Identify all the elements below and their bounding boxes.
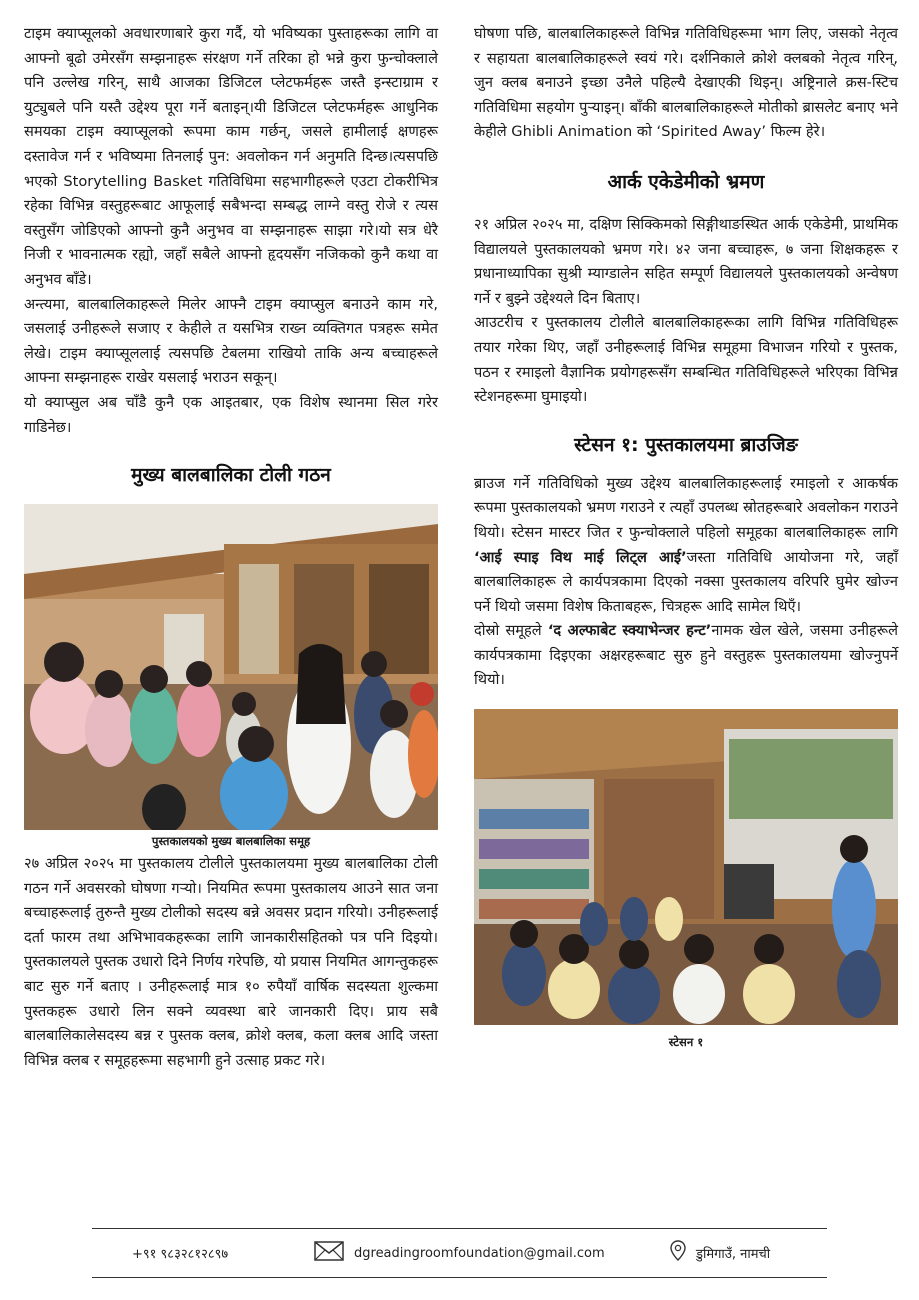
paragraph: यो क्याप्सुल अब चाँडै कुनै एक आइतबार, एक विशेष स्थानमा सिल गरेर गाडिनेछ। [24,393,438,436]
footer-location [670,1240,770,1266]
paragraph [474,472,898,620]
right-column [474,22,898,1053]
text: ब्राउज गर्ने गतिविधिको मुख्य उद्देश्य बालबालिकाहरूलाई रमाइलो र आकर्षक रूपमा पुस्तकालयको भ्रमण गराउने र त्यहाँ उपलब्ध स्रोतहरूबारे अवलोकन गराउने थियो। स्टेसन मास्टर जित र फुन्चोक्लाले पहिलो समूहका बालबालिकाहरू लागि [474,474,898,541]
activity-name: ‘द अल्फाबेट स्क्याभेन्जर हन्ट’ [547,622,712,640]
paragraph: २१ अप्रिल २०२५ मा, दक्षिण सिक्किमको सिङ्गीथाङस्थित आर्क एकेडेमी, प्राथमिक विद्यालयले पुस्तकालयको भ्रमण गरे। ४२ जना बच्चाहरू, ७ जना शिक्षकहरू र प्रधानाध्यापिका सुश्री म्याग्डालेन सहित सम्पूर्ण विद्यालयले पुस्तकालयको अन्वेषण गर्ने र बुझ्ने उद्देश्यले दिन बिताए। [474,215,898,307]
contact-footer [92,1228,827,1278]
email-address: dgreadingroomfoundation@gmail.com [354,1245,605,1261]
left-column [24,22,438,1073]
location-text: डुमिगाउँ, नामची [696,1247,771,1262]
text: दोस्रो समूहले [474,622,548,640]
photo-core-children-group [24,504,438,830]
paragraph [474,619,898,693]
section-heading-ark-academy-visit: आर्क एकेडेमीको भ्रमण [607,170,765,193]
footer-email [314,1241,605,1265]
text: नामक खेल खेले, जसमा उनीहरूले कार्यपत्रकामा दिइएका अक्षरहरूबाट सुरु हुने वस्तुहरू पुस्तकालयमा खोज्नुपर्ने थियो। [474,622,898,689]
activity-name: ‘आई स्पाइ विथ माई लिट्ल आई’ [474,548,687,566]
photo-station-1 [474,709,898,1025]
paragraph: घोषणा पछि, बालबालिकाहरूले विभिन्न गतिविधिहरूमा भाग लिए, जसको नेतृत्व र सहायता बालबालिकाहरूले स्वयं गरे। दर्शनिकाले क्रोशे क्लबको नेतृत्व गरिन्, जुन क्लब बनाउने इच्छा उनैले पहिल्यै देखाएकी थिइन्। अष्ट्रिनाले क्रस-स्टिच गतिविधिमा सहयोग पुर्‍याइन्। बाँकी बालबालिकाहरूले मोतीको ब्रासलेट बनाए भने केहीले Ghibli Animation को ‘Spirited Away’ फिल्म हेरे। [474,25,898,141]
paragraph: टाइम क्याप्सूलको अवधारणाबारे कुरा गर्दै, यो भविष्यका पुस्ताहरूका लागि वा आफ्नो बूढो उमेरसँग सम्झनाहरू संरक्षण गर्ने तरिका हो भन्ने कुरा फुन्चोक्लाले पनि उल्लेख गरिन्, साथै आजका डिजिटल प्लेटफर्महरू जस्तै इन्स्टाग्राम र युट्युबले पनि यस्तै उद्देश्य पूरा गर्ने बताइन्।यी डिजिटल प्लेटफर्महरू आधुनिक समयका टाइम क्याप्सूलको रूपमा काम गर्छन्, जसले हामीलाई क्षणहरू दस्तावेज गर्न र भविष्यमा तिनलाई पुन: अवलोकन गर्न अनुमति दिन्छ।त्यसपछि भएको Storytelling Basket गतिविधिमा सहभागीहरूले एउटा टोकरीभित्र रहेका विभिन्न वस्तुहरूबाट आफूलाई सबैभन्दा सम्बद्ध लाग्ने वस्तु रोजे र त्यस वस्तुसँग जोडिएको आफ्नो कुनै अनुभव वा सम्झनाहरू साझा गरे।यो सत्र धेरै निजी र भावनात्मक रह्यो, जहाँ सबैले आफ्नो हृदयसँग नजिकको कुनै कथा वा अनुभव बाँडे। [24,25,438,288]
photo-caption: पुस्तकालयको मुख्य बालबालिका समूह [151,834,311,849]
paragraph: आउटरीच र पुस्तकालय टोलीले बालबालिकाहरूका लागि विभिन्न गतिविधिहरू तयार गरेका थिए, जहाँ उनीहरूलाई विभिन्न समूहमा विभाजन गरियो र पुस्तक, पठन र रमाइलो वैज्ञानिक प्रयोगहरूसँग सम्बन्धित गतिविधिहरूले भरिएका विभिन्न स्टेशनहरूमा घुमाइयो। [474,314,899,406]
paragraph: अन्त्यमा, बालबालिकाहरूले मिलेर आफ्नै टाइम क्याप्सुल बनाउने काम गरे, जसलाई उनीहरूले सजाए र केहीले त यसभित्र राख्न व्यक्तिगत पत्रहरू समेत लेखे। टाइम क्याप्सूललाई त्यसपछि टेबलमा राखियो ताकि अन्य बच्चाहरूले आफ्ना सम्झनाहरू राखेर यसलाई भराउन सकून्। [24,295,438,387]
text: जस्ता गतिविधि आयोजना गरे, जहाँ बालबालिकाहरू ले कार्यपत्रकामा दिएको नक्सा पुस्तकालय वरिपरि घुमेर खोज्न पर्ने थियो जसमा विशेष किताबहरू, चित्रहरू आदि सामेल थिएँ। [474,548,898,615]
paragraph: २७ अप्रिल २०२५ मा पुस्तकालय टोलीले पुस्तकालयमा मुख्य बालबालिका टोली गठन गर्ने अवसरको घोषणा गर्‍यो। नियमित रूपमा पुस्तकालय आउने सात जना बच्चाहरूलाई तुरुन्तै मुख्य टोलीको सदस्य बन्ने अवसर प्रदान गरियो। उनीहरूलाई दर्ता फारम तथा अभिभावकहरूका लागि जानकारीसहितको पत्र पनि दिइयो। पुस्तकालयले पुस्तक उधारो दिने निर्णय गरेपछि, यो प्रयास नियमित आगन्तुकहरू बाट सुरु गर्ने बताए । उनीहरूलाई मात्र १० रुपैयाँ वार्षिक सदस्यता शुल्कमा पुस्तकहरू उधारो लिन सक्ने व्यवस्था बारे जानकारी दिए। प्राय सबै बालबालिकालेसदस्य बन्न र पुस्तक क्लब, क्रोशे क्लब, कला क्लब आदि जस्ता विभिन्न क्लब र समूहहरूमा सहभागी हुने उत्साह प्रकट गरे। [24,855,438,1069]
footer-phone [132,1244,228,1262]
section-heading-core-team: मुख्य बालबालिका टोली गठन [131,464,331,487]
section-heading-station-1: स्टेसन १: पुस्तकालयमा ब्राउजिङ [574,433,798,456]
phone-number: +९१ ९८३२८१२८९७ [132,1247,229,1262]
photo-caption: स्टेसन १ [668,1035,704,1050]
location-pin-icon [670,1240,686,1266]
mail-icon [314,1241,344,1265]
